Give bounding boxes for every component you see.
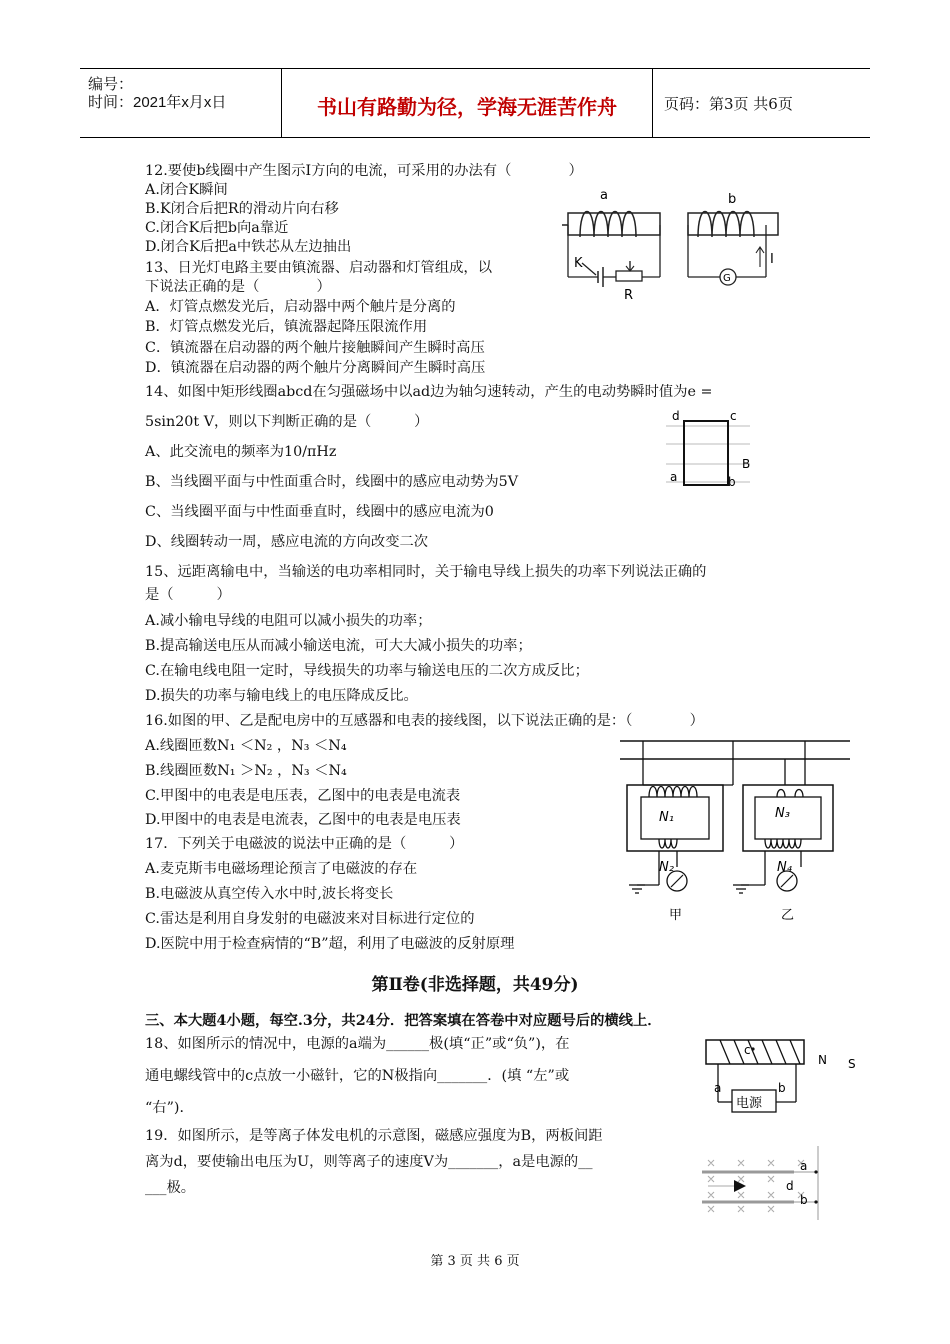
q16-label-n4: N₄ xyxy=(777,860,792,875)
q16-stem: 16.如图的甲、乙是配电房中的互感器和电表的接线图，以下说法正确的是：（ ） xyxy=(145,713,704,729)
q16-label-n3: N₃ xyxy=(775,806,790,821)
q17-stem: 17．下列关于电磁波的说法中正确的是（ ） xyxy=(145,836,464,852)
q12-stem: 12.要使b线圈中产生图示I方向的电流，可采用的办法有（ ） xyxy=(145,163,583,179)
q14-option-d: D、线圈转动一周，感应电流的方向改变二次 xyxy=(145,534,429,550)
part2-title: 第Ⅱ卷(非选择题，共49分) xyxy=(371,975,579,995)
q12-label-i: I xyxy=(770,252,774,267)
q13-stem-line1: 13、日光灯电路主要由镇流器、启动器和灯管组成，以 xyxy=(145,260,493,276)
q19-label-d: d xyxy=(786,1179,794,1193)
q14-label-a: a xyxy=(670,470,678,484)
q14-option-b: B、当线圈平面与中性面重合时，线圈中的感应电动势为5V xyxy=(145,474,519,490)
q12-label-g: G xyxy=(723,273,731,284)
q16-figure xyxy=(615,735,855,925)
q17-option-b: B.电磁波从真空传入水中时,波长将变长 xyxy=(145,886,394,902)
motto: 书山有路勤为径，学海无涯苦作舟 xyxy=(317,95,617,119)
q18-figure xyxy=(700,1036,870,1116)
q18-line1: 18、如图所示的情况中，电源的a端为______极(填“正”或“负”)，在 xyxy=(145,1036,570,1052)
q16-label-jia: 甲 xyxy=(669,908,683,923)
page-indicator: 页码：第3页 共6页 xyxy=(664,95,793,113)
doc-code: 编号： xyxy=(88,76,134,93)
q18-label-s: S xyxy=(848,1057,856,1071)
q16-option-d: D.甲图中的电表是电流表，乙图中的电表是电压表 xyxy=(145,812,461,828)
q17-option-a: A.麦克斯韦电磁场理论预言了电磁波的存在 xyxy=(145,861,418,877)
q19-label-a: a xyxy=(800,1159,808,1173)
q19-line2: 离为d，要使输出电压为U，则等离子的速度V为_______，a是电源的__ xyxy=(145,1154,593,1170)
q12-label-r: R xyxy=(624,288,634,303)
q13-option-d: D．镇流器在启动器的两个触片分离瞬间产生瞬时高压 xyxy=(145,360,486,376)
q15-option-c: C.在输电线电阻一定时，导线损失的功率与输送电压的二次方成反比； xyxy=(145,663,589,679)
q16-label-yi: 乙 xyxy=(781,908,795,923)
q16-option-b: B.线圈匝数N₁ ＞N₂ ，N₃ ＜N₄ xyxy=(145,763,347,779)
q14-stem-line1: 14、如图中矩形线圈abcd在匀强磁场中以ad边为轴匀速转动，产生的电动势瞬时值为e = xyxy=(145,384,713,400)
q18-line3: “右”)． xyxy=(145,1100,194,1116)
q15-option-d: D.损失的功率与输电线上的电压降成反比。 xyxy=(145,688,418,704)
q18-label-n: N xyxy=(818,1053,827,1067)
page-header xyxy=(80,68,870,138)
q12-label-b: b xyxy=(728,192,737,207)
q15-option-a: A.减小输电导线的电阻可以减小损失的功率； xyxy=(145,613,432,629)
q16-option-c: C.甲图中的电表是电压表，乙图中的电表是电流表 xyxy=(145,788,461,804)
q13-option-c: C．镇流器在启动器的两个触片接触瞬间产生瞬时高压 xyxy=(145,340,485,356)
q15-stem-line2: 是（ ） xyxy=(145,587,231,603)
q18-line2: 通电螺线管中的c点放一小磁针，它的N极指向_______．(填 “左”或 xyxy=(145,1068,570,1084)
doc-time: 时间：2021年x月x日 xyxy=(88,94,227,111)
q17-option-c: C.雷达是利用自身发射的电磁波来对目标进行定位的 xyxy=(145,911,475,927)
q14-option-a: A、此交流电的频率为10/πHz xyxy=(145,444,337,460)
q19-figure xyxy=(698,1140,828,1222)
header-motto-cell xyxy=(282,69,653,137)
page-footer: 第 3 页 共 6 页 xyxy=(430,1254,520,1269)
q13-option-a: A．灯管点燃发光后，启动器中两个触片是分离的 xyxy=(145,299,456,315)
header-meta-cell xyxy=(80,69,282,137)
q12-label-k: K xyxy=(574,256,583,271)
q15-option-b: B.提高输送电压从而减小输送电流，可大大减小损失的功率； xyxy=(145,638,532,654)
q14-label-d: d xyxy=(672,409,680,423)
q19-line1: 19．如图所示，是等离子体发电机的示意图，磁感应强度为B，两板间距 xyxy=(145,1128,603,1144)
q13-stem-line2: 下说法正确的是（ ） xyxy=(145,279,331,295)
q18-label-c: c xyxy=(744,1043,751,1057)
q14-stem-line2: 5sin20t V，则以下判断正确的是（ ） xyxy=(145,414,429,430)
q12-option-b: B.K闭合后把R的滑动片向右移 xyxy=(145,201,339,217)
q14-figure xyxy=(664,408,764,492)
q19-line3: ___极。 xyxy=(145,1180,196,1196)
q13-option-b: B．灯管点燃发光后，镇流器起降压限流作用 xyxy=(145,319,428,335)
q14-label-b: b xyxy=(728,475,736,489)
q12-option-d: D.闭合K后把a中铁芯从左边抽出 xyxy=(145,239,352,255)
q15-stem-line1: 15、远距离输电中，当输送的电功率相同时，关于输电导线上损失的功率下列说法正确的 xyxy=(145,564,707,580)
q16-label-n2: N₂ xyxy=(659,860,674,875)
q16-option-a: A.线圈匝数N₁ ＜N₂ ，N₃ ＜N₄ xyxy=(145,738,347,754)
q12-option-c: C.闭合K后把b向a靠近 xyxy=(145,220,289,236)
q19-label-b: b xyxy=(800,1193,808,1207)
q12-figure xyxy=(560,185,774,305)
q18-label-power: 电源 xyxy=(736,1096,763,1111)
q14-label-c: c xyxy=(730,409,737,423)
part2-instructions: 三、本大题4小题，每空.3分，共24分．把答案填在答卷中对应题号后的横线上． xyxy=(145,1013,662,1029)
q14-option-c: C、当线圈平面与中性面垂直时，线圈中的感应电流为0 xyxy=(145,504,494,520)
q18-label-a: a xyxy=(714,1081,722,1095)
q16-label-n1: N₁ xyxy=(659,810,674,825)
q12-label-a: a xyxy=(600,188,608,203)
q17-option-d: D.医院中用于检查病情的“B”超，利用了电磁波的反射原理 xyxy=(145,936,515,952)
q12-option-a: A.闭合K瞬间 xyxy=(145,182,228,198)
q18-label-b: b xyxy=(778,1081,786,1095)
q14-label-field-b: B xyxy=(742,457,751,471)
